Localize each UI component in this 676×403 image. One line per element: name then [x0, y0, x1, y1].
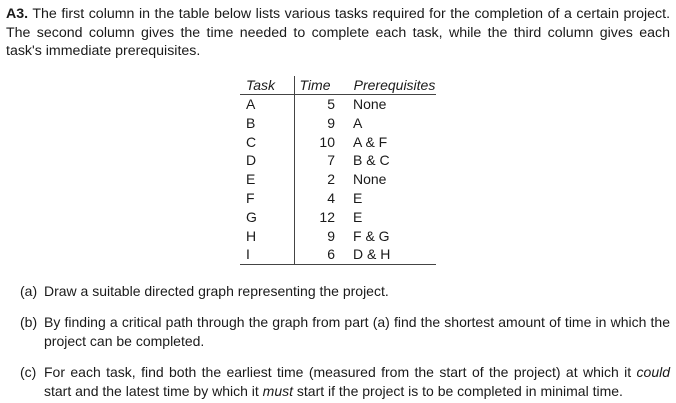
- task-cell: H: [240, 227, 295, 246]
- part-a-label: (a): [20, 283, 38, 299]
- time-cell: 5: [327, 96, 335, 112]
- part-c-label: (c): [20, 364, 37, 380]
- part-a-text: Draw a suitable directed graph representing the project.: [44, 283, 389, 299]
- prereq-cell: A: [353, 114, 363, 131]
- prereq-cell: F & G: [353, 227, 390, 244]
- part-c-emphasis-could: could: [636, 364, 670, 380]
- task-cell: B: [240, 114, 295, 133]
- prereq-cell: B & C: [353, 152, 390, 169]
- table-row: [240, 114, 436, 133]
- time-cell: 9: [327, 227, 335, 244]
- task-cell: I: [240, 245, 295, 264]
- part-c-text-3: start if the project is to be completed in minimal time.: [293, 383, 623, 399]
- part-b-text: By finding a critical path through the graph from part (a) find the shortest amount of time in which the project can be completed.: [44, 314, 670, 349]
- table-row: [240, 95, 436, 114]
- question-text: The first column in the table below lists various tasks required for the completion of a certain project. The second column gives the time needed to complete each task, while the third column gives each task's immediate prerequisites.: [6, 6, 671, 59]
- time-cell: 7: [327, 152, 335, 169]
- header-task: Task: [240, 76, 295, 95]
- prereq-cell: E: [353, 208, 363, 225]
- table-row: [240, 133, 436, 152]
- task-cell: D: [240, 151, 295, 170]
- table-row: [240, 245, 436, 264]
- table-row: [240, 151, 436, 170]
- prereq-cell: A & F: [353, 133, 388, 150]
- table-row: [240, 170, 436, 189]
- task-cell: G: [240, 208, 295, 227]
- prereq-cell: None: [353, 96, 387, 112]
- table-header-row: [240, 76, 436, 95]
- question-number: A3.: [6, 6, 29, 22]
- time-cell: 2: [327, 171, 335, 188]
- part-c-text: [44, 363, 670, 401]
- part-b: [20, 313, 670, 351]
- table-row: [240, 227, 436, 246]
- table-row: [240, 208, 436, 227]
- header-time: Time: [295, 76, 340, 95]
- task-cell: A: [240, 95, 295, 114]
- prereq-cell: D & H: [339, 245, 436, 264]
- task-cell: E: [240, 170, 295, 189]
- time-cell: 9: [327, 114, 335, 131]
- time-cell: 12: [319, 208, 335, 225]
- time-cell: 10: [319, 133, 335, 150]
- question-intro: [6, 5, 670, 61]
- header-prerequisites: Prerequisites: [339, 76, 436, 95]
- task-table: [240, 76, 436, 265]
- part-a: [20, 282, 670, 301]
- part-c-emphasis-must: must: [262, 383, 293, 399]
- time-cell: 4: [327, 189, 335, 206]
- part-b-label: (b): [20, 314, 38, 330]
- prereq-cell: None: [353, 171, 387, 188]
- part-c: [20, 363, 670, 401]
- prereq-cell: E: [353, 189, 363, 206]
- part-c-text-2: start and the latest time by which it: [44, 383, 263, 399]
- task-cell: F: [240, 189, 295, 208]
- task-cell: C: [240, 133, 295, 152]
- part-c-text-1: For each task, find both the earliest time (measured from the start of the project) at which it: [44, 364, 637, 380]
- table-row: [240, 189, 436, 208]
- time-cell: 6: [295, 245, 340, 264]
